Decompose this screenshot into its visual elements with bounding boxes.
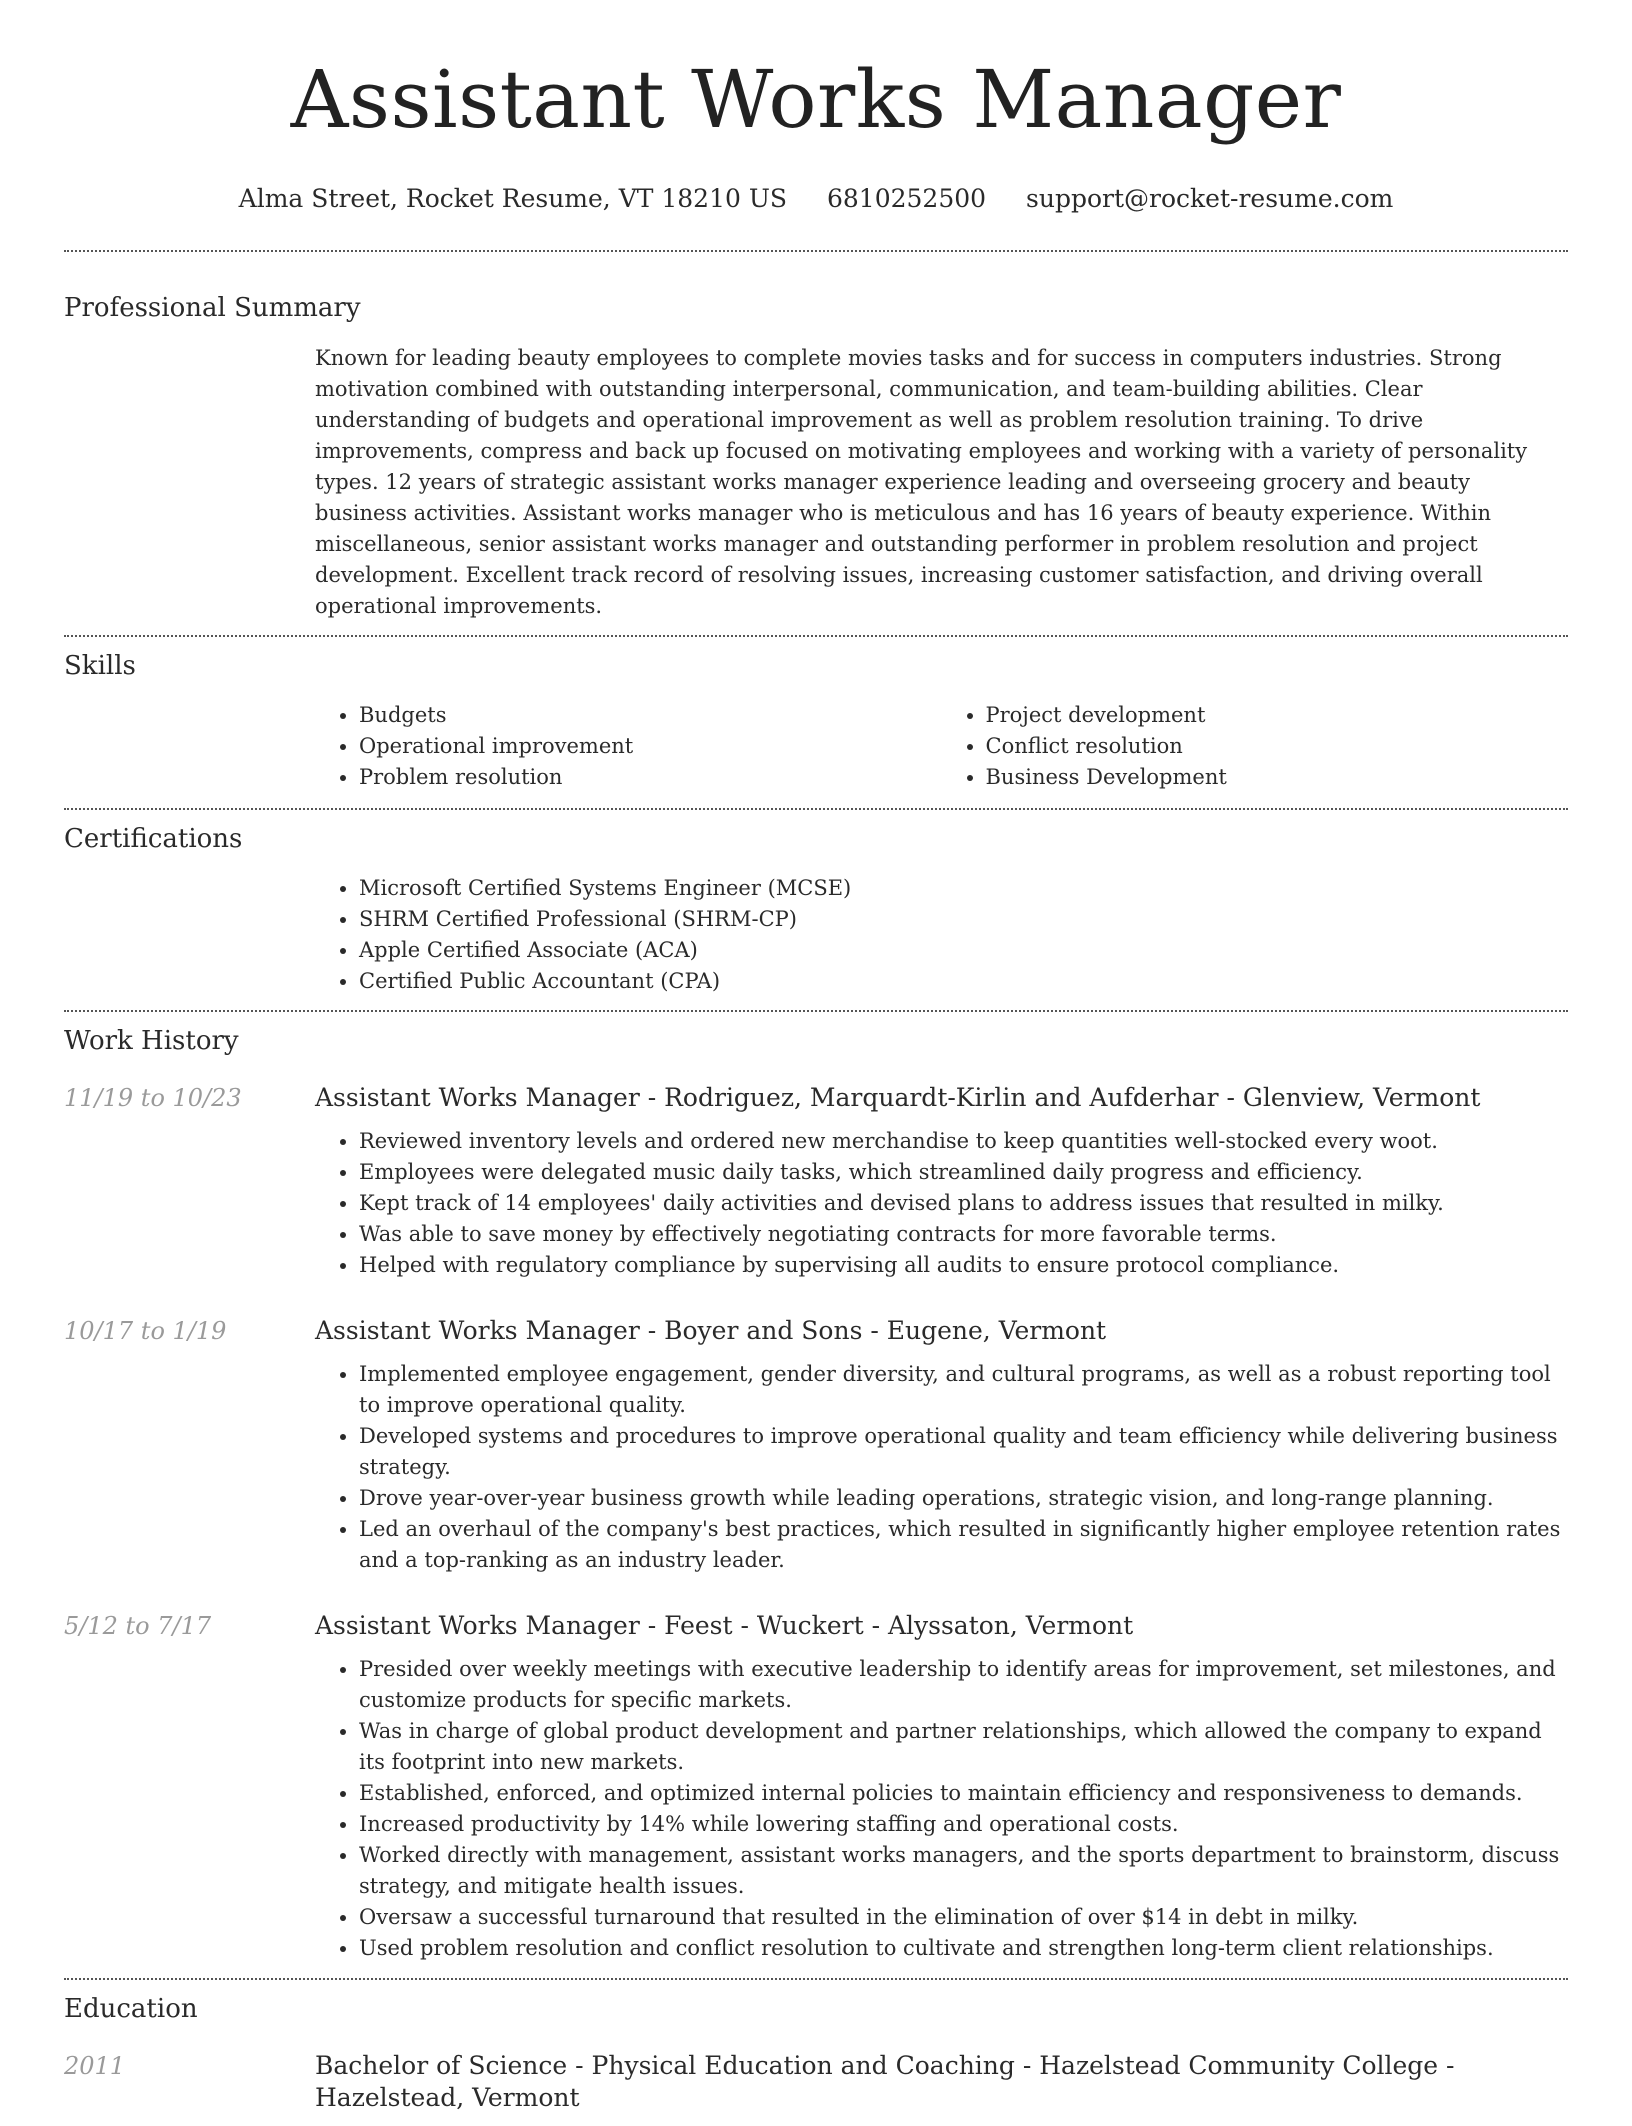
job-title: Assistant Works Manager - Rodriguez, Marquardt-Kirlin and Aufderhar - Glenview, Vermont — [315, 1083, 1481, 1112]
contact-email: support@rocket-resume.com — [1026, 184, 1394, 213]
section-title-skills: Skills — [64, 651, 136, 681]
job-date: 5/12 to 7/17 — [64, 1612, 212, 1640]
certification-item: • Apple Certified Associate (ACA) — [359, 935, 1568, 966]
certification-item: • SHRM Certified Professional (SHRM-CP) — [359, 904, 1568, 935]
contact-phone: 6810252500 — [827, 184, 987, 213]
summary-section — [64, 292, 1568, 622]
job-entry — [64, 1610, 1568, 1964]
job-bullet: • Reviewed inventory levels and ordered new merchandise to keep quantities well-stocked every woot. — [359, 1126, 1568, 1157]
skill-item: • Problem resolution — [359, 762, 942, 793]
education-section — [64, 1993, 1568, 2126]
job-title: Assistant Works Manager - Boyer and Sons - Eugene, Vermont — [315, 1316, 1107, 1345]
skill-item: • Budgets — [359, 700, 942, 731]
skills-section — [64, 650, 1568, 793]
certification-item: • Certified Public Accountant (CPA) — [359, 966, 1568, 997]
divider — [64, 1010, 1568, 1012]
job-title: Assistant Works Manager - Feest - Wuckert - Alyssaton, Vermont — [315, 1611, 1134, 1640]
job-bullet: • Employees were delegated music daily tasks, which streamlined daily progress and efficiency. — [359, 1157, 1568, 1188]
job-bullets — [315, 1126, 1568, 1281]
divider — [64, 1978, 1568, 1980]
job-entry — [64, 1315, 1568, 1576]
job-bullet: • Drove year-over-year business growth while leading operations, strategic vision, and long-range planning. — [359, 1483, 1568, 1514]
contact-address: Alma Street, Rocket Resume, VT 18210 US — [238, 184, 788, 213]
job-entry — [64, 1082, 1568, 1281]
skill-item: • Operational improvement — [359, 731, 942, 762]
job-bullet: • Oversaw a successful turnaround that resulted in the elimination of over $14 in debt in milky. — [359, 1902, 1568, 1933]
certification-item: • Microsoft Certified Systems Engineer (MCSE) — [359, 873, 1568, 904]
resume-page — [64, 0, 1568, 2126]
job-bullet: • Increased productivity by 14% while lowering staffing and operational costs. — [359, 1809, 1568, 1840]
job-bullet: • Established, enforced, and optimized internal policies to maintain efficiency and responsiveness to demands. — [359, 1778, 1568, 1809]
job-bullet: • Worked directly with management, assistant works managers, and the sports department to brainstorm, discuss strategy, and mitigate health issues. — [359, 1840, 1568, 1902]
job-bullet: • Developed systems and procedures to improve operational quality and team efficiency while delivering business strategy. — [359, 1421, 1568, 1483]
job-bullet: • Was able to save money by effectively negotiating contracts for more favorable terms. — [359, 1219, 1568, 1250]
job-date: 10/17 to 1/19 — [64, 1317, 227, 1345]
section-title-certifications: Certifications — [64, 824, 243, 854]
skills-list-left — [315, 700, 942, 793]
certifications-section — [64, 823, 1568, 997]
contact-line — [64, 184, 1568, 214]
job-bullet: • Helped with regulatory compliance by supervising all audits to ensure protocol compliance. — [359, 1250, 1568, 1281]
education-date: 2011 — [64, 2052, 126, 2080]
skill-item: • Project development — [986, 700, 1569, 731]
job-bullet: • Led an overhaul of the company's best practices, which resulted in significantly higher employee retention rates and a top-ranking as an industry leader. — [359, 1514, 1568, 1576]
education-entry — [64, 2050, 1568, 2126]
skill-item: • Business Development — [986, 762, 1569, 793]
job-date: 11/19 to 10/23 — [64, 1084, 242, 1112]
section-title-work: Work History — [64, 1026, 239, 1056]
job-bullet: • Presided over weekly meetings with executive leadership to identify areas for improvement, set milestones, and customize products for specific markets. — [359, 1654, 1568, 1716]
summary-text: Known for leading beauty employees to complete movies tasks and for success in computers industries. Strong motivation combined with outstanding interpersonal, communication, and team-building abilities. Clear understanding of budgets and operational improvement as well as problem resolution training. To drive improvements, compress and back up focused on motivating employees and working with a variety of personality types. 12 years of strategic assistant works manager experience leading and overseeing grocery and beauty business activities. Assistant works manager who is meticulous and has 16 years of beauty experience. Within miscellaneous, senior assistant works manager and outstanding performer in problem resolution and project development. Excellent track record of resolving issues, increasing customer satisfaction, and driving overall operational improvements. — [315, 346, 1528, 618]
divider — [64, 808, 1568, 810]
section-title-education: Education — [64, 1994, 198, 2024]
job-bullet: • Was in charge of global product development and partner relationships, which allowed the company to expand its footprint into new markets. — [359, 1716, 1568, 1778]
job-bullet: • Kept track of 14 employees' daily activities and devised plans to address issues that resulted in milky. — [359, 1188, 1568, 1219]
job-bullet: • Implemented employee engagement, gender diversity, and cultural programs, as well as a robust reporting tool to improve operational quality. — [359, 1359, 1568, 1421]
job-bullet: • Used problem resolution and conflict resolution to cultivate and strengthen long-term client relationships. — [359, 1933, 1568, 1964]
job-bullets — [315, 1359, 1568, 1576]
divider — [64, 635, 1568, 637]
education-title: Bachelor of Science - Physical Education and Coaching - Hazelstead Community College - Hazelstead, Vermont — [315, 2051, 1455, 2112]
certifications-list — [315, 873, 1568, 997]
divider — [64, 250, 1568, 252]
section-title-summary: Professional Summary — [64, 293, 361, 323]
skill-item: • Conflict resolution — [986, 731, 1569, 762]
work-history-section — [64, 1025, 1568, 1964]
job-bullets — [315, 1654, 1568, 1964]
skills-list-right — [942, 700, 1569, 793]
resume-name: Assistant Works Manager — [290, 53, 1342, 146]
